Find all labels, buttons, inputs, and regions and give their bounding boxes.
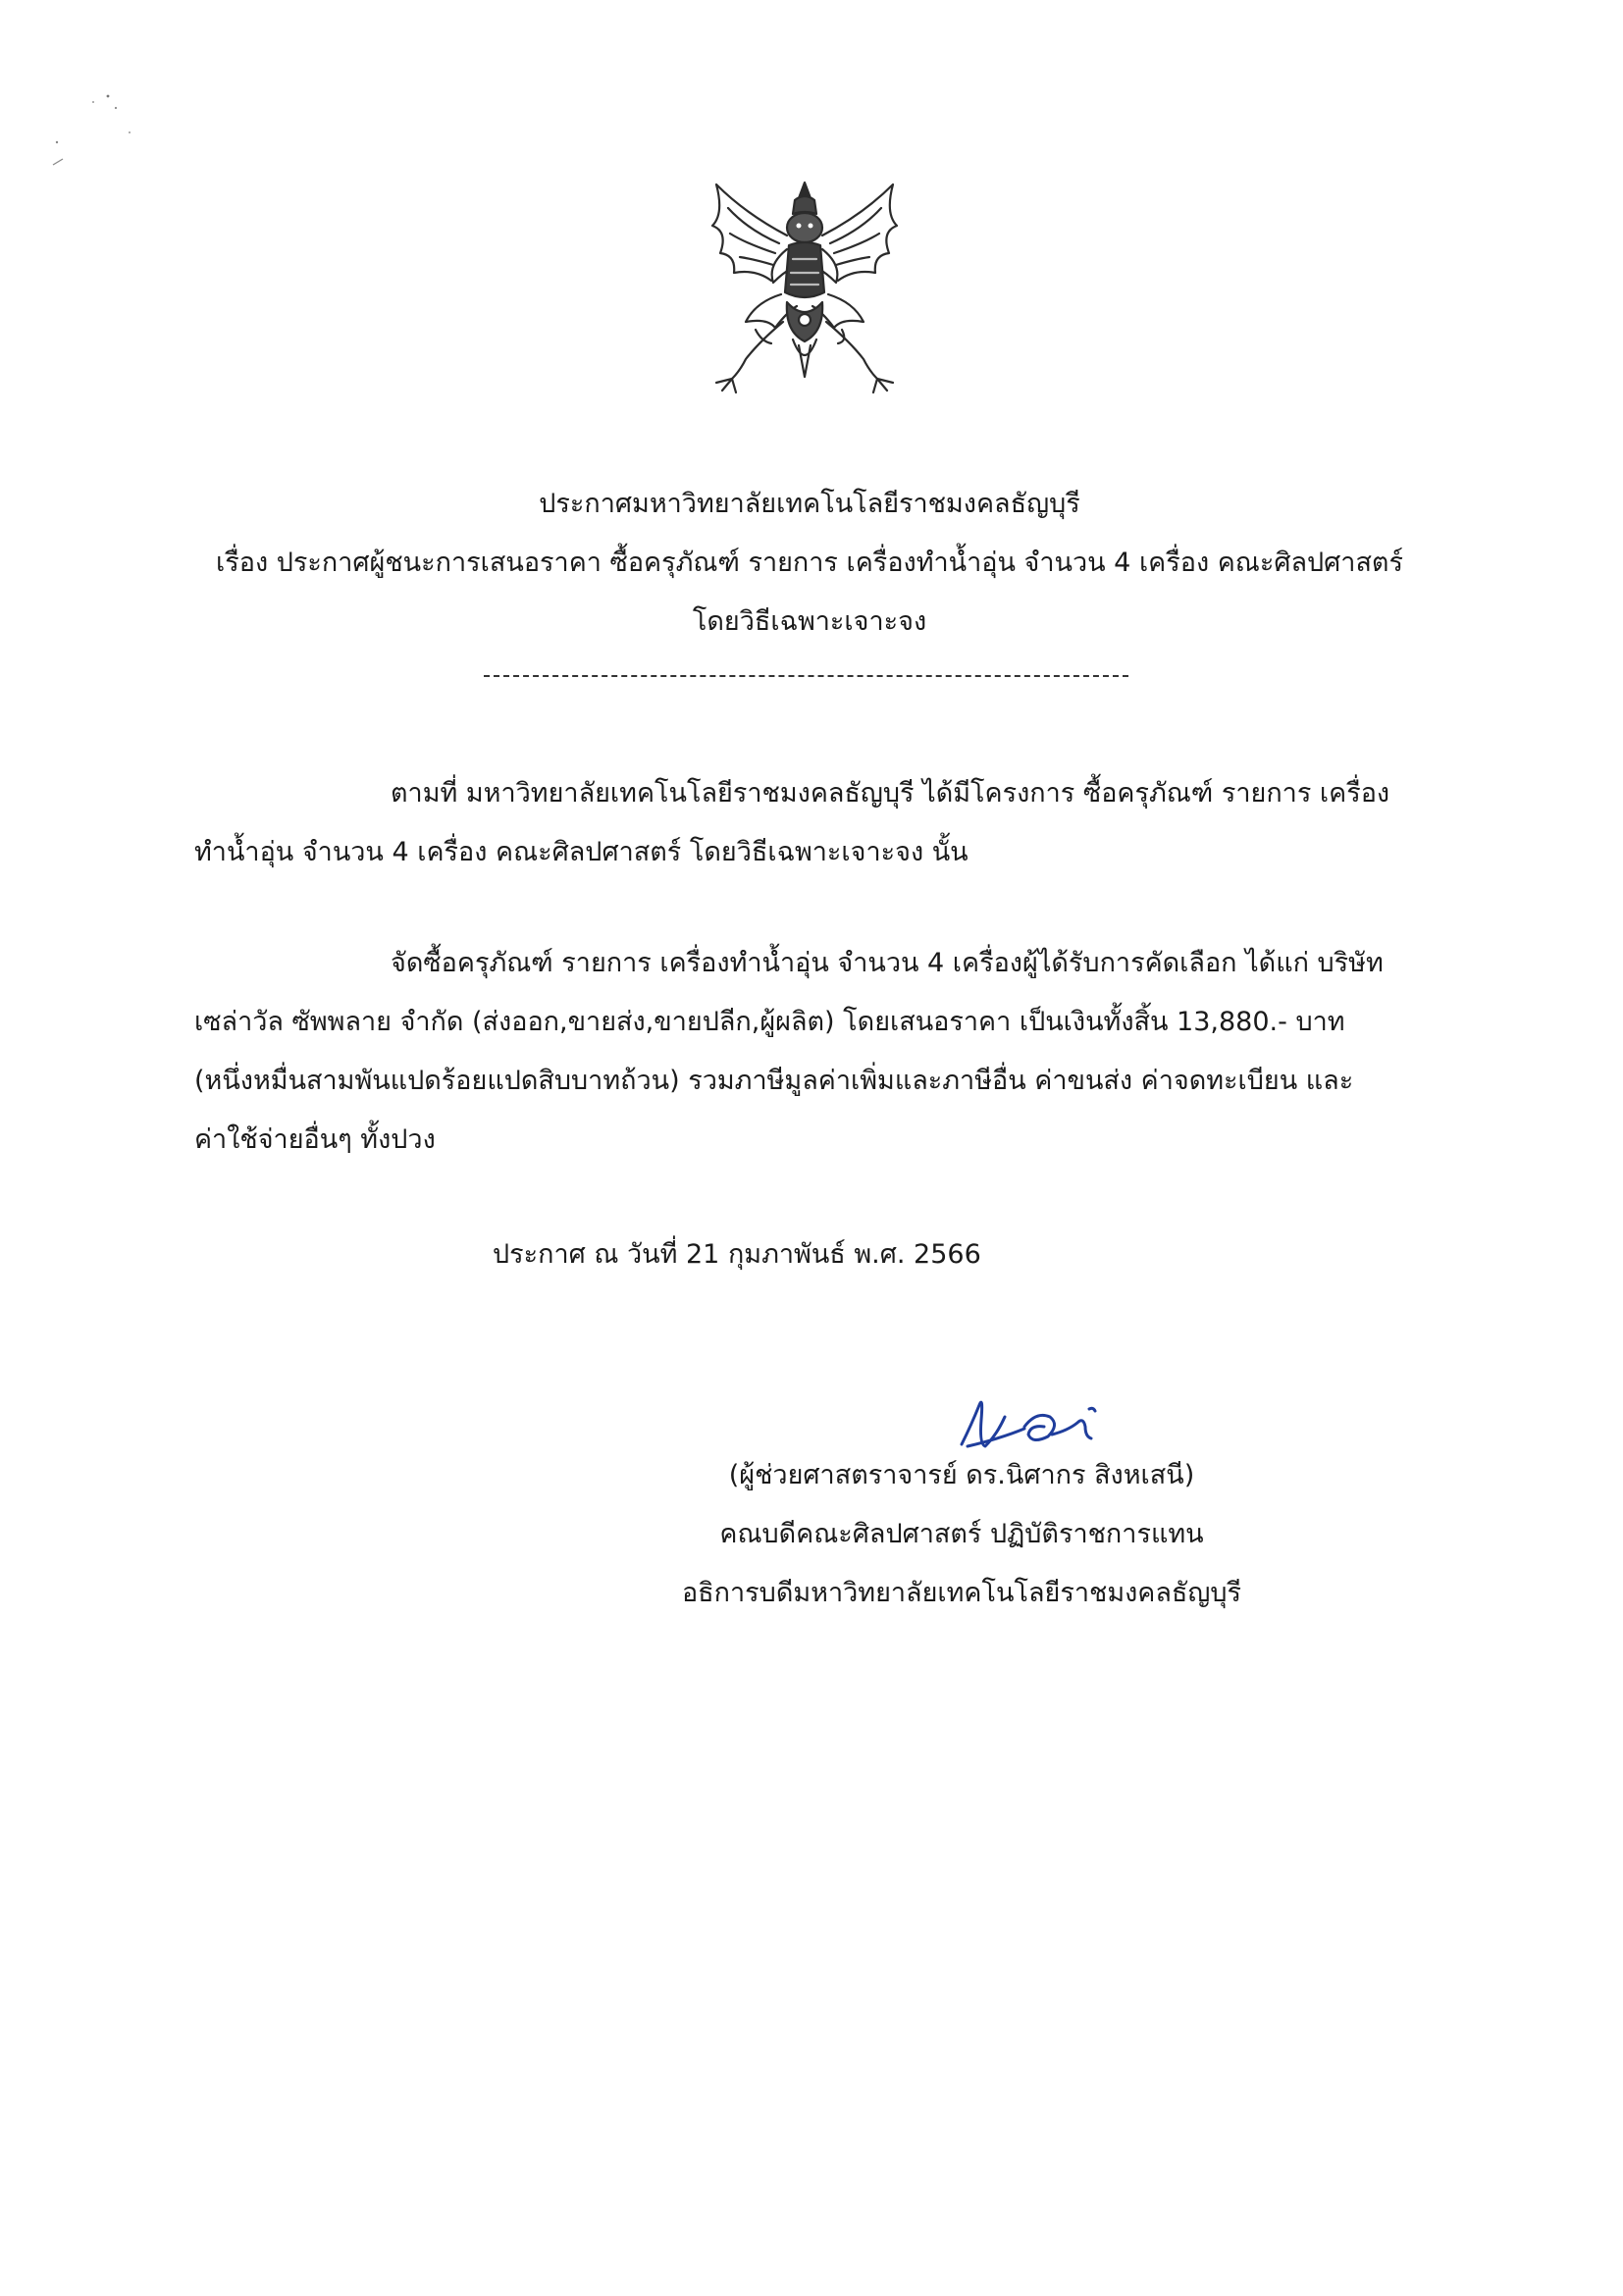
signatory-position: คณบดีคณะศิลปศาสตร์ ปฏิบัติราชการแทน	[719, 1519, 1204, 1549]
handwritten-signature	[942, 1366, 1178, 1474]
announcement-method: โดยวิธีเฉพาะเจาะจง	[692, 606, 927, 637]
paragraph1-line1: ตามที่ มหาวิทยาลัยเทคโนโลยีราชมงคลธัญบุรี ได้มีโครงการ ซื้อครุภัณฑ์ รายการ เครื่อง	[391, 778, 1390, 809]
paragraph2-line2: เซล่าวัล ซัพพลาย จำกัด (ส่งออก,ขายส่ง,ขายปลีก,ผู้ผลิต) โดยเสนอราคา เป็นเงินทั้งสิ้น 13,880.- บาท	[194, 1007, 1345, 1037]
garuda-emblem-icon	[677, 175, 932, 400]
signatory-name: (ผู้ช่วยศาสตราจารย์ ดร.นิศากร สิงหเสนี)	[728, 1460, 1195, 1490]
paragraph1-line2: ทำน้ำอุ่น จำนวน 4 เครื่อง คณะศิลปศาสตร์ โดยวิธีเฉพาะเจาะจง นั้น	[194, 837, 969, 867]
scan-specks	[39, 88, 147, 186]
paragraph2-line1: จัดซื้อครุภัณฑ์ รายการ เครื่องทำน้ำอุ่น จำนวน 4 เครื่องผู้ได้รับการคัดเลือก ได้แก่ บริษัท	[391, 948, 1384, 978]
paragraph2-line4: ค่าใช้จ่ายอื่นๆ ทั้งปวง	[194, 1124, 436, 1155]
announcement-date: ประกาศ ณ วันที่ 21 กุมภาพันธ์ พ.ศ. 2566	[493, 1239, 981, 1270]
announcement-title: ประกาศมหาวิทยาลัยเทคโนโลยีราชมงคลธัญบุรี	[539, 489, 1080, 519]
header-divider	[484, 675, 1128, 677]
announcement-subject: เรื่อง ประกาศผู้ชนะการเสนอราคา ซื้อครุภัณฑ์ รายการ เครื่องทำน้ำอุ่น จำนวน 4 เครื่อง คณะศิลปศาสตร์	[216, 548, 1403, 578]
signatory-acting-for: อธิการบดีมหาวิทยาลัยเทคโนโลยีราชมงคลธัญบุรี	[681, 1578, 1242, 1608]
paragraph2-line3: (หนึ่งหมื่นสามพันแปดร้อยแปดสิบบาทถ้วน) รวมภาษีมูลค่าเพิ่มและภาษีอื่น ค่าขนส่ง ค่าจดทะเบียน และ	[194, 1066, 1354, 1096]
